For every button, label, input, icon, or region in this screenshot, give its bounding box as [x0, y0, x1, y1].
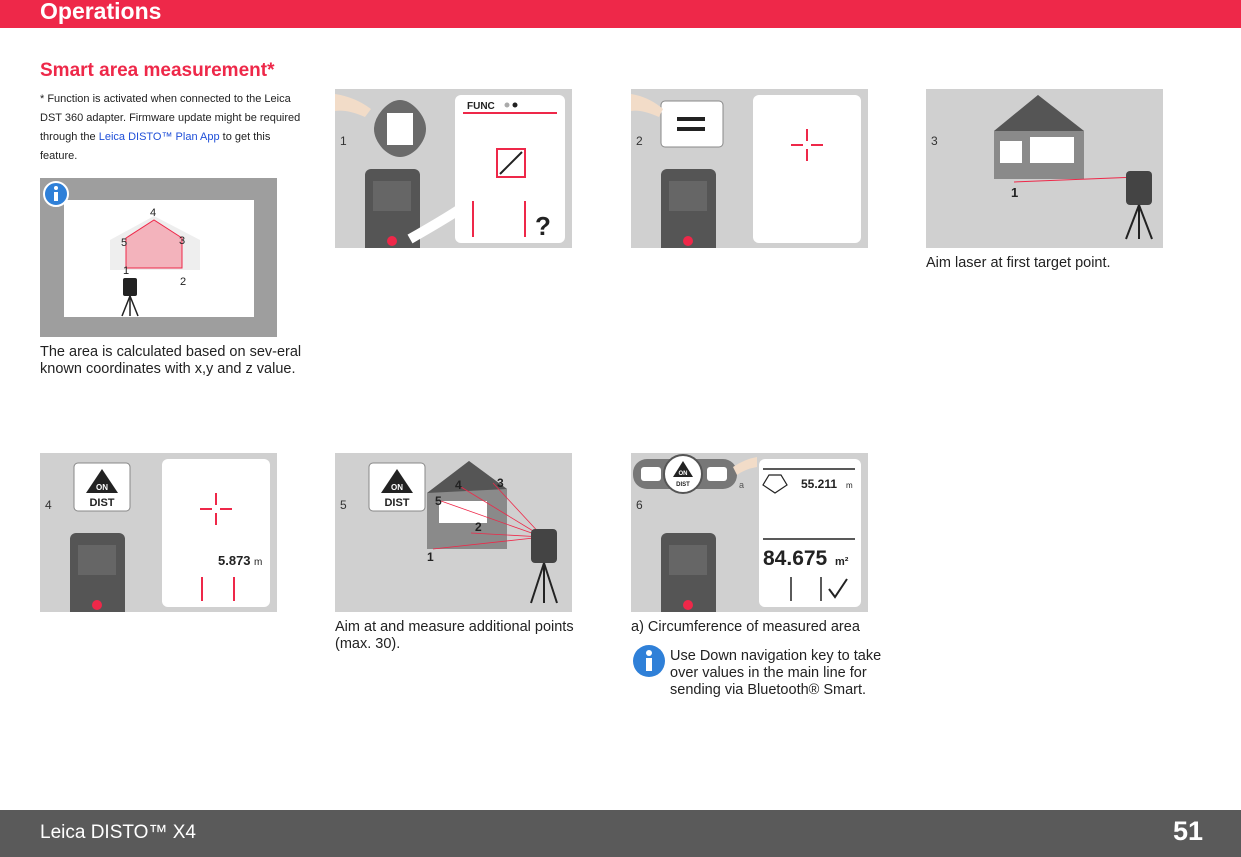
- dist-label: DIST: [676, 482, 690, 488]
- step-number: 6: [636, 498, 643, 512]
- point-label-1: 1: [123, 265, 130, 277]
- point-label-5: 5: [435, 494, 442, 508]
- step-number: 2: [636, 134, 643, 148]
- distance-unit: m: [254, 557, 263, 568]
- circumference-unit: m: [846, 481, 853, 490]
- help-icon: ?: [535, 211, 551, 241]
- footnote-text-end: to get this feature.: [40, 131, 271, 162]
- navigation-pad-icon: [374, 100, 426, 157]
- point-label-3: 3: [179, 235, 186, 247]
- area-reading: 84.675: [763, 547, 828, 570]
- step-4-figure: [40, 453, 277, 612]
- dist-label: DIST: [384, 497, 410, 509]
- device-on-tripod-icon: [531, 529, 557, 603]
- step-number: 5: [340, 498, 347, 512]
- display-screen: [162, 459, 270, 607]
- point-label-4: 4: [455, 478, 462, 492]
- section-header-bar: [0, 0, 1241, 28]
- page-number: 51: [1172, 816, 1203, 846]
- target-point-label: 1: [1011, 185, 1019, 200]
- feature-footnote: [40, 90, 310, 166]
- step-1-figure: [335, 89, 572, 248]
- finger-icon: [733, 457, 757, 475]
- point-label-3: 3: [497, 476, 504, 490]
- info-icon: [632, 644, 666, 678]
- dist-label: DIST: [89, 497, 115, 509]
- distance-reading: 5.873: [218, 553, 251, 568]
- step-number: 3: [931, 134, 938, 148]
- area-unit: m²: [835, 556, 849, 568]
- step-3-caption: Aim laser at first target point.: [926, 255, 1111, 271]
- equals-button-icon: [661, 101, 723, 147]
- product-name: Leica DISTO™ X4: [40, 822, 196, 843]
- on-label: ON: [391, 483, 403, 492]
- finger-icon: [335, 94, 371, 117]
- footnote-text-start: * Function is activated when connected to the Leica DST 360 adapter. Firmware update might be required through the: [40, 93, 301, 143]
- step-6-figure: [631, 453, 868, 612]
- step-2-figure: [631, 89, 868, 248]
- plan-app-link[interactable]: Leica DISTO™ Plan App: [98, 131, 220, 143]
- point-label-1: 1: [427, 550, 434, 564]
- section-title: Operations: [40, 0, 162, 24]
- step-3-figure: [926, 89, 1163, 248]
- finger-icon: [631, 94, 663, 117]
- area-principle-figure: [40, 178, 277, 337]
- step-number: 4: [45, 498, 52, 512]
- circumference-reading: 55.211: [801, 477, 838, 491]
- point-label-2: 2: [475, 520, 482, 534]
- device-on-tripod-icon: [1126, 171, 1152, 239]
- point-label-2: 2: [180, 276, 187, 288]
- info-icon: [44, 182, 68, 206]
- on-label: ON: [678, 471, 688, 477]
- on-label: ON: [96, 483, 108, 492]
- step-number: 1: [340, 134, 347, 148]
- info-note-text: Use Down navigation key to take over values in the main line for sending via Bluetooth® Smart.: [670, 648, 882, 698]
- page-title: Smart area measurement*: [40, 60, 275, 81]
- footer-bar: [0, 810, 1241, 857]
- step-5-figure: [335, 453, 572, 612]
- display-screen: [753, 95, 861, 243]
- step-5-caption: Aim at and measure additional points (max. 30).: [335, 619, 574, 652]
- step-6-caption: a) Circumference of measured area: [631, 619, 860, 635]
- menu-label: FUNC: [467, 101, 495, 112]
- info-figure-caption: The area is calculated based on sev-eral known coordinates with x,y and z value.: [40, 344, 302, 377]
- point-label-5: 5: [121, 237, 128, 249]
- circumference-label: a: [739, 480, 745, 490]
- point-label-4: 4: [150, 207, 157, 219]
